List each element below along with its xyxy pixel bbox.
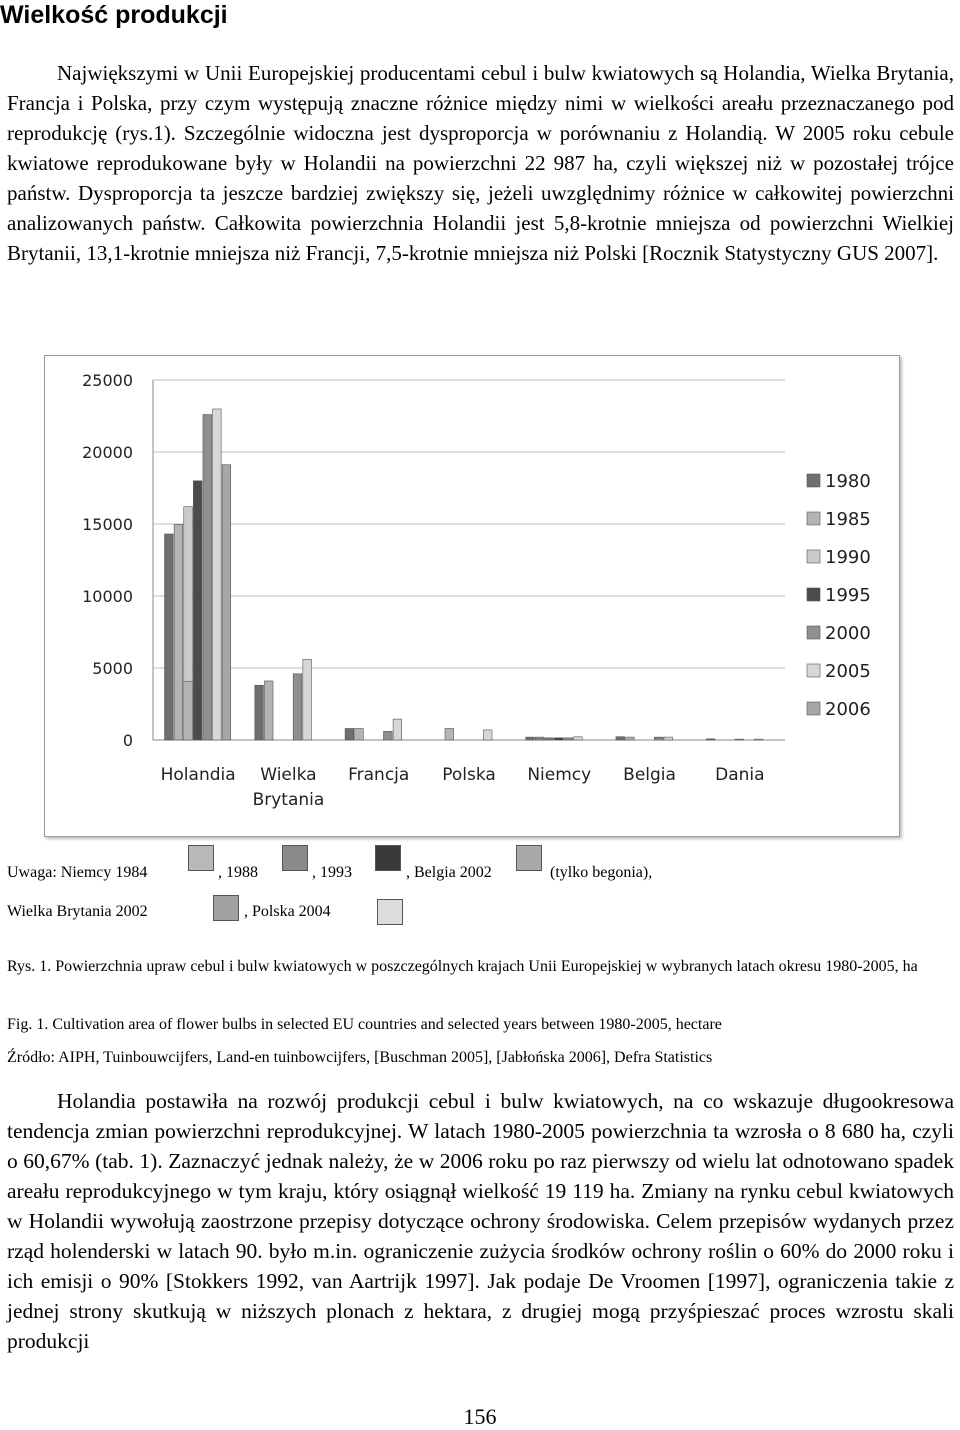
bar bbox=[483, 730, 492, 740]
legend-label: 2005 bbox=[825, 661, 871, 682]
swatch-belgia-2002 bbox=[516, 845, 542, 871]
note-1993: , 1993 bbox=[312, 864, 352, 881]
bar bbox=[303, 659, 312, 740]
bar bbox=[754, 739, 763, 740]
bar bbox=[706, 739, 715, 740]
bar bbox=[193, 481, 202, 740]
legend-label: 1990 bbox=[825, 547, 871, 568]
category-label bbox=[623, 765, 676, 785]
bar bbox=[213, 409, 222, 740]
category-label-line: Holandia bbox=[160, 765, 236, 785]
bar bbox=[735, 739, 744, 740]
legend-label: 1980 bbox=[825, 471, 871, 492]
legend-swatch bbox=[807, 626, 820, 639]
legend-swatch bbox=[807, 588, 820, 601]
category-label bbox=[253, 765, 325, 810]
page-number: 156 bbox=[463, 1404, 497, 1429]
y-tick-label: 5000 bbox=[92, 659, 133, 678]
bar bbox=[203, 415, 212, 740]
bar bbox=[626, 737, 635, 740]
legend-swatch bbox=[807, 550, 820, 563]
category-label bbox=[527, 765, 591, 785]
swatch-niemcy-1984 bbox=[188, 845, 214, 871]
swatch-wb-2002 bbox=[213, 895, 239, 921]
y-tick-label: 20000 bbox=[82, 443, 133, 462]
category-label bbox=[715, 765, 764, 785]
bar bbox=[654, 738, 663, 740]
bar bbox=[393, 719, 402, 740]
category-label-line: Niemcy bbox=[527, 765, 592, 785]
bar bbox=[222, 465, 231, 740]
paragraph-2 bbox=[7, 1086, 954, 1356]
note-polska: , Polska 2004 bbox=[244, 903, 331, 920]
paragraph-2-text: Holandia postawiła na rozwój produkcji cebul i bulw kwiatowych, na co wskazuje długookresowa tendencja zmian powierzchni reprodukcyjnej. W latach 1980-2005 powierzchnia ta wzrosła o 8 680 ha, czyli o 60,67% (tab. 1). Zaznaczyć jednak należy, że w 2006 roku po raz pierwszy od wielu lat odnotowano spadek areału reprodukcyjnego w tym kraju, który osiągnął wielkość 19 119 ha. Zmiany na rynku cebul kwiatowych w Holandii wywołują zaostrzone przepisy dotyczące ochrony środowiska. Celem przepisów wydanych przez rząd holenderski w latach 90. było m.in. ograniczenie zużycia środków ochrony roślin o 60% do 2000 roku i ich emisji o 90% [Stokkers 1992, van Aartrijk 1997]. Jak podaje De Vroomen [1997], ograniczenia takie z jednej strony skutkują w niższych plonach z hektara, z drugiej mogą przyśpieszać proces wzrostu skali produkcji bbox=[7, 1089, 954, 1353]
category-label bbox=[442, 765, 496, 785]
legend-swatch bbox=[807, 664, 820, 677]
note-line-1 bbox=[7, 862, 147, 883]
swatch-niemcy-1993 bbox=[375, 845, 401, 871]
note-begonia: (tylko begonia), bbox=[550, 864, 653, 881]
bar bbox=[384, 731, 393, 740]
bar bbox=[174, 525, 183, 740]
category-label bbox=[348, 765, 409, 785]
y-tick-label: 0 bbox=[122, 731, 133, 750]
note-wb: Wielka Brytania 2002 bbox=[7, 903, 148, 920]
note-prefix: Uwaga: Niemcy 1984 bbox=[7, 864, 148, 881]
category-label-line: Dania bbox=[715, 765, 765, 785]
paragraph-1 bbox=[7, 58, 954, 268]
chart-svg bbox=[45, 356, 899, 836]
category-label-line: Polska bbox=[442, 765, 496, 785]
figure-caption-en: Fig. 1. Cultivation area of flower bulbs in selected EU countries and selected years between 1980-2005, hectare bbox=[7, 1016, 722, 1033]
section-title: Wielkość produkcji bbox=[0, 1, 228, 29]
bar bbox=[445, 728, 454, 740]
y-tick-label: 10000 bbox=[82, 587, 133, 606]
legend-swatch bbox=[807, 702, 820, 715]
bar bbox=[664, 737, 673, 740]
note-belgia: , Belgia 2002 bbox=[406, 864, 492, 881]
category-label-line: Wielka bbox=[260, 765, 317, 785]
legend-label: 1985 bbox=[825, 509, 871, 530]
bar bbox=[574, 737, 583, 740]
bar bbox=[255, 685, 264, 740]
swatch-niemcy-1988 bbox=[282, 845, 308, 871]
category-label-line: Francja bbox=[348, 765, 410, 785]
bar bbox=[545, 738, 554, 740]
bar bbox=[616, 737, 625, 740]
bar bbox=[184, 682, 193, 740]
paragraph-1-text: Największymi w Unii Europejskiej producentami cebul i bulw kwiatowych są Holandia, Wielka Brytania, Francja i Polska, przy czym występują znaczne różnice między nimi w wielkości areału przeznaczanego pod reprodukcję (rys.1). Szczególnie widoczna jest dysproporcja w porównaniu z Holandią. W 2005 roku cebule kwiatowe reprodukowane były w Holandii na powierzchni 22 987 ha, czyli większej niż w pozostałej trójce państw. Dysproporcja ta jeszcze bardziej zwiększy się, jeżeli uwzględnimy różnice w całkowitej powierzchni analizowanych państw. Całkowita powierzchnia Holandii jest 5,8-krotnie mniejsza od powierzchni Wielkiej Brytanii, 13,1-krotnie mniejsza niż Francji, 7,5-krotnie mniejsza niż Polski [Rocznik Statystyczny GUS 2007]. bbox=[7, 61, 954, 265]
bar bbox=[355, 728, 364, 740]
bar bbox=[554, 738, 563, 740]
bar-chart bbox=[44, 355, 900, 837]
legend-swatch bbox=[807, 474, 820, 487]
bar bbox=[535, 738, 544, 740]
bar bbox=[165, 534, 174, 740]
bar bbox=[293, 674, 302, 740]
bar bbox=[564, 738, 573, 740]
legend-label: 1995 bbox=[825, 585, 871, 606]
swatch-polska-2004 bbox=[377, 899, 403, 925]
category-label bbox=[161, 765, 236, 785]
note-1988: , 1988 bbox=[218, 864, 258, 881]
category-label-line: Brytania bbox=[252, 790, 325, 810]
bar bbox=[264, 681, 273, 740]
y-tick-label: 25000 bbox=[82, 371, 133, 390]
legend-label: 2000 bbox=[825, 623, 871, 644]
bar bbox=[526, 737, 535, 740]
legend-swatch bbox=[807, 512, 820, 525]
legend-label: 2006 bbox=[825, 699, 871, 720]
bar bbox=[345, 728, 354, 740]
category-label-line: Belgia bbox=[623, 765, 676, 785]
figure-source: Źródło: AIPH, Tuinbouwcijfers, Land-en tuinbowcijfers, [Buschman 2005], [Jabłońska 2006], Defra Statistics bbox=[7, 1049, 713, 1066]
y-tick-label: 15000 bbox=[82, 515, 133, 534]
figure-caption-pl: Rys. 1. Powierzchnia upraw cebul i bulw kwiatowych w poszczególnych krajach Unii Europejskiej w wybranych latach okresu 1980-2005, ha bbox=[7, 958, 918, 975]
